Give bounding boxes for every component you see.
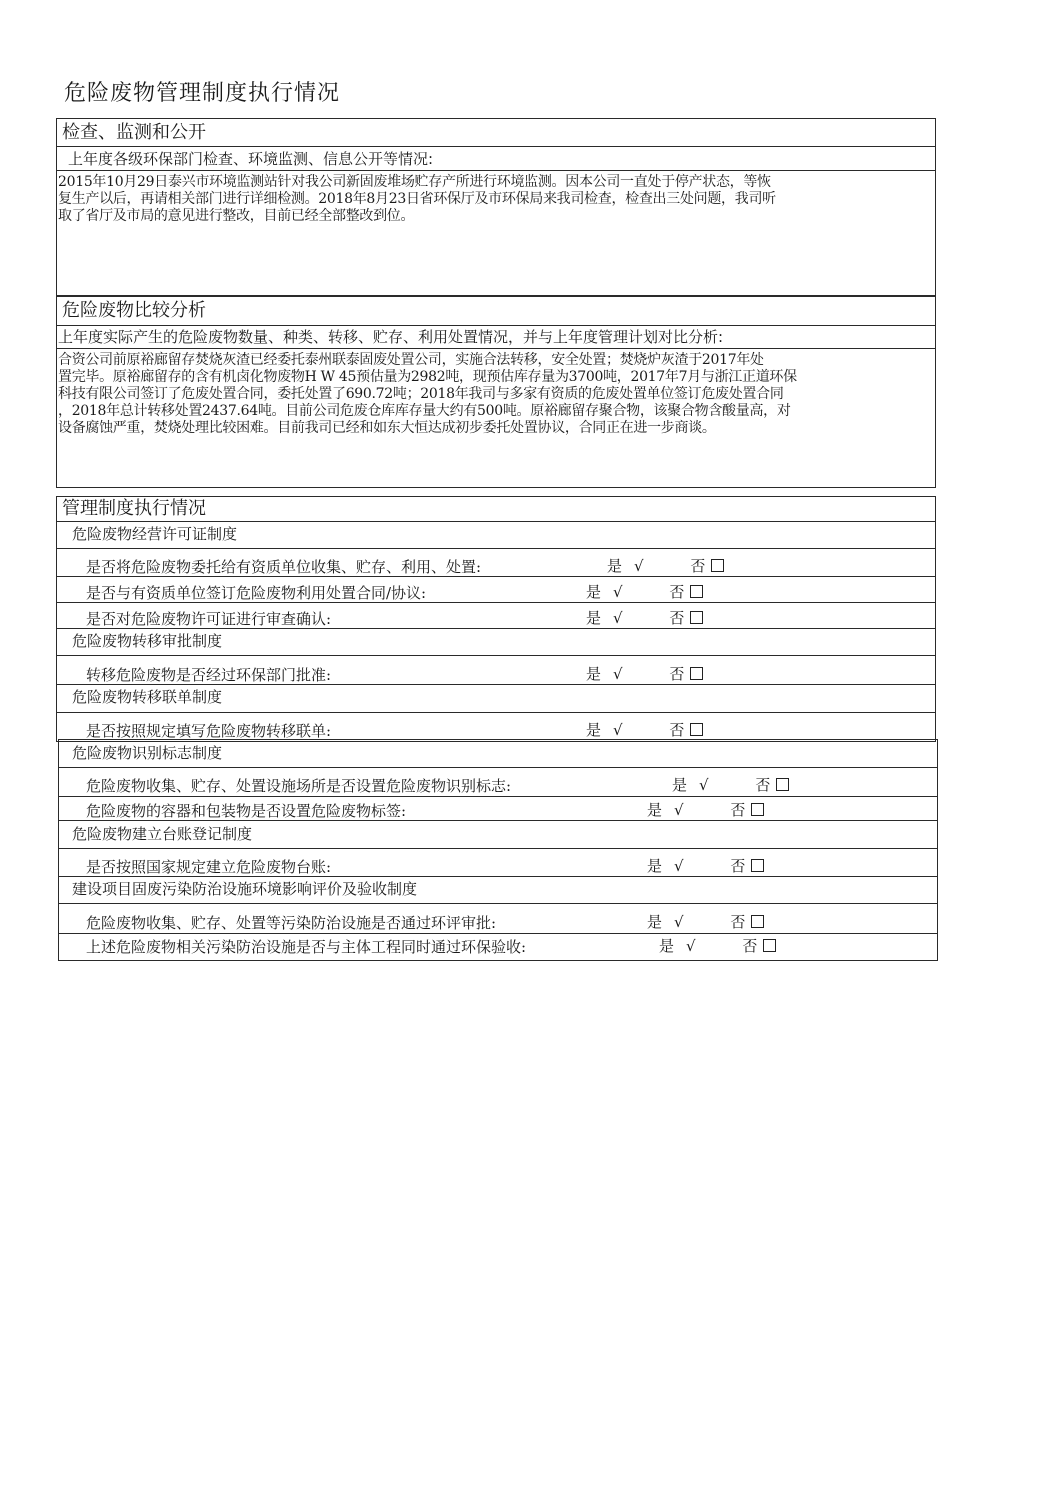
yes-no-options [586, 719, 703, 740]
checkbox-no-icon[interactable] [776, 778, 789, 791]
section-heading-inspection: 检查、监测和公开 [62, 122, 206, 143]
yes-label: 是 [647, 801, 663, 819]
divider [56, 576, 936, 577]
check-mark-icon[interactable]: √ [699, 776, 709, 794]
divider [56, 325, 936, 326]
checkbox-no-icon[interactable] [751, 915, 764, 928]
question-text: 危险废物的容器和包装物是否设置危险废物标签: [86, 802, 407, 820]
yes-label: 是 [647, 857, 663, 875]
divider [58, 767, 938, 768]
checkbox-no-icon[interactable] [690, 611, 703, 624]
checkbox-no-icon[interactable] [751, 803, 764, 816]
no-label: 否 [742, 937, 758, 955]
answer-line: 取了省厅及市局的意见进行整改，目前已经全部整改到位。 [58, 208, 415, 224]
yes-no-options [607, 555, 724, 576]
question-text: 是否与有资质单位签订危险废物利用处置合同/协议: [86, 584, 427, 602]
checkbox-no-icon[interactable] [690, 723, 703, 736]
yes-no-options [659, 935, 776, 956]
question-text: 危险废物收集、贮存、处置设施场所是否设置危险废物识别标志: [86, 777, 512, 795]
section-answer-inspection [58, 174, 934, 225]
no-label: 否 [690, 557, 706, 575]
no-label: 否 [730, 913, 746, 931]
divider [56, 712, 936, 713]
answer-line: ，2018年总计转移处置2437.64吨。目前公司危废仓库库存量大约有500吨。原裕廊留存聚合物，该聚合物含酸量高，对 [58, 403, 791, 419]
yes-label: 是 [586, 583, 602, 601]
check-mark-icon[interactable]: √ [634, 557, 644, 575]
yes-no-options [586, 663, 703, 684]
question-text: 危险废物收集、贮存、处置等污染防治设施是否通过环评审批: [86, 914, 497, 932]
checkbox-no-icon[interactable] [711, 559, 724, 572]
no-label: 否 [755, 776, 771, 794]
yes-no-options [647, 911, 764, 932]
no-label: 否 [730, 857, 746, 875]
section-heading-management: 管理制度执行情况 [62, 498, 206, 519]
divider [58, 848, 938, 849]
yes-no-options [647, 855, 764, 876]
no-label: 否 [669, 583, 685, 601]
no-label: 否 [669, 721, 685, 739]
question-text: 上述危险废物相关污染防治设施是否与主体工程同时通过环保验收: [86, 938, 527, 956]
divider [56, 548, 936, 549]
group-title-transfer-manifest: 危险废物转移联单制度 [72, 688, 223, 706]
check-mark-icon[interactable]: √ [674, 857, 684, 875]
check-mark-icon[interactable]: √ [686, 937, 696, 955]
yes-no-options [672, 774, 789, 795]
section-question-inspection: 上年度各级环保部门检查、环境监测、信息公开等情况: [68, 150, 434, 168]
divider [58, 903, 938, 904]
answer-line: 合资公司前原裕廊留存焚烧灰渣已经委托泰州联泰固废处置公司，实施合法转移，安全处置；焚烧炉灰渣于2017年处 [58, 352, 764, 368]
divider [56, 655, 936, 656]
divider [58, 876, 938, 877]
group-title-identification: 危险废物识别标志制度 [72, 744, 223, 762]
check-mark-icon[interactable]: √ [613, 665, 623, 683]
check-mark-icon[interactable]: √ [674, 801, 684, 819]
answer-line: 置完毕。原裕廊留存的含有机卤化物废物H W 45预估量为2982吨，现预估库存量为3700吨，2017年7月与浙江正道环保 [58, 369, 797, 385]
question-text: 转移危险废物是否经过环保部门批准: [86, 666, 332, 684]
section-question-comparison: 上年度实际产生的危险废物数量、种类、转移、贮存、利用处置情况，并与上年度管理计划对比分析: [58, 328, 724, 346]
question-text: 是否按照规定填写危险废物转移联单: [86, 722, 332, 740]
no-label: 否 [669, 665, 685, 683]
yes-label: 是 [659, 937, 675, 955]
answer-line: 2015年10月29日泰兴市环境监测站针对我公司新固废堆场贮存产所进行环境监测。因本公司一直处于停产状态，等恢 [58, 174, 771, 190]
check-mark-icon[interactable]: √ [674, 913, 684, 931]
check-mark-icon[interactable]: √ [613, 583, 623, 601]
divider [58, 796, 938, 797]
question-text: 是否对危险废物许可证进行审查确认: [86, 610, 332, 628]
checkbox-no-icon[interactable] [690, 667, 703, 680]
group-title-transfer-approval: 危险废物转移审批制度 [72, 632, 223, 650]
group-title-eia-acceptance: 建设项目固废污染防治设施环境影响评价及验收制度 [72, 880, 418, 898]
yes-label: 是 [586, 665, 602, 683]
answer-line: 设备腐蚀严重，焚烧处理比较困难。目前我司已经和如东大恒达成初步委托处置协议，合同正在进一步商谈。 [58, 420, 716, 436]
divider [56, 521, 936, 522]
divider [56, 628, 936, 629]
checkbox-no-icon[interactable] [690, 585, 703, 598]
group-title-license: 危险废物经营许可证制度 [72, 525, 238, 543]
answer-line: 复生产以后，再请相关部门进行详细检测。2018年8月23日省环保厅及市环保局来我司检查，检查出三处问题，我司听 [58, 191, 776, 207]
section-heading-comparison: 危险废物比较分析 [62, 300, 206, 321]
check-mark-icon[interactable]: √ [613, 721, 623, 739]
question-text: 是否按照国家规定建立危险废物台账: [86, 858, 332, 876]
yes-label: 是 [607, 557, 623, 575]
section-answer-comparison [58, 352, 934, 437]
page-title: 危险废物管理制度执行情况 [64, 81, 341, 106]
divider [58, 820, 938, 821]
divider [56, 684, 936, 685]
divider [56, 348, 936, 349]
checkbox-no-icon[interactable] [763, 939, 776, 952]
yes-label: 是 [586, 609, 602, 627]
yes-label: 是 [647, 913, 663, 931]
yes-no-options [586, 581, 703, 602]
question-text: 是否将危险废物委托给有资质单位收集、贮存、利用、处置: [86, 558, 482, 576]
answer-line: 科技有限公司签订了危废处置合同，委托处置了690.72吨；2018年我司与多家有资质的危废处置单位签订危废处置合同 [58, 386, 784, 402]
yes-label: 是 [586, 721, 602, 739]
divider [58, 933, 938, 934]
checkbox-no-icon[interactable] [751, 859, 764, 872]
yes-no-options [647, 799, 764, 820]
divider [56, 146, 936, 147]
no-label: 否 [730, 801, 746, 819]
divider [56, 170, 936, 171]
no-label: 否 [669, 609, 685, 627]
group-title-ledger: 危险废物建立台账登记制度 [72, 825, 253, 843]
yes-label: 是 [672, 776, 688, 794]
check-mark-icon[interactable]: √ [613, 609, 623, 627]
yes-no-options [586, 607, 703, 628]
divider [56, 602, 936, 603]
